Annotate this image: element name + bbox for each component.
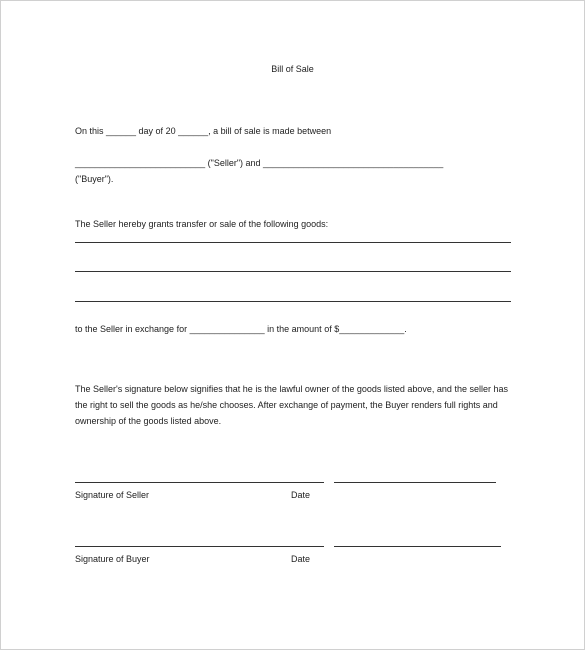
goods-line-3[interactable] <box>75 301 511 302</box>
seller-date-line[interactable] <box>334 482 496 483</box>
buyer-date-label: Date <box>291 554 311 564</box>
paragraph-line: the right to sell the goods as he/she chooses. After exchange of payment, the Buyer renders full rights and <box>75 400 498 410</box>
buyer-date-line[interactable] <box>334 546 501 547</box>
paragraph-line: The Seller's signature below signifies that he is the lawful owner of the goods listed above, and the seller has <box>75 384 508 394</box>
goods-intro: The Seller hereby grants transfer or sale of the following goods: <box>75 219 329 229</box>
seller-date-label: Date <box>291 490 311 500</box>
document-title: Bill of Sale <box>271 64 314 74</box>
sale-date-line: On this ______ day of 20 ______, a bill of sale is made between <box>75 126 332 136</box>
paragraph-line: ownership of the goods listed above. <box>75 416 222 426</box>
seller-signature-line[interactable] <box>75 482 324 483</box>
ownership-paragraph <box>75 381 520 429</box>
buyer-signature-label: Signature of Buyer <box>75 554 150 564</box>
buyer-label-line: ("Buyer"). <box>75 174 114 184</box>
seller-signature-label: Signature of Seller <box>75 490 150 500</box>
exchange-line: to the Seller in exchange for _______________ in the amount of $_____________. <box>75 324 407 334</box>
goods-line-2[interactable] <box>75 271 511 272</box>
buyer-signature-line[interactable] <box>75 546 324 547</box>
goods-line-1[interactable] <box>75 242 511 243</box>
parties-line: __________________________ ("Seller") and ____________________________________ <box>75 158 444 168</box>
